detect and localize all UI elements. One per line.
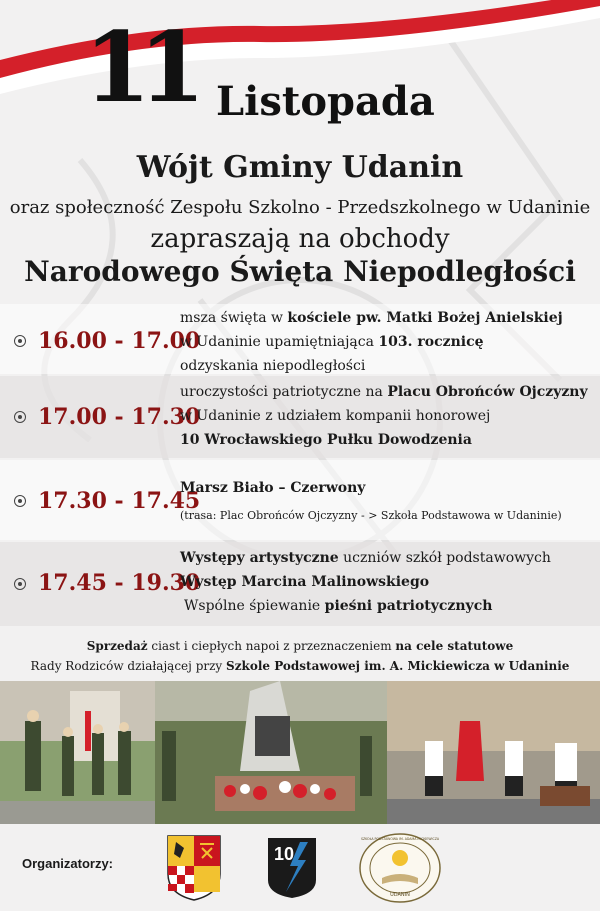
bullet-icon [14,495,26,507]
schedule-row [0,460,600,540]
schedule-description: Występy artystyczne uczniów szkół podstawowych Występ Marcina Malinowskiego Wspólne śpiewanie pieśni patriotycznych [180,550,551,614]
photo-strip [0,681,600,824]
schedule-description: uroczystości patriotyczne na Placu Obrońców Ojczyzny w Udaninie z udziałem kompanii honorowej 10 Wrocławskiego Pułku Dowodzenia [180,384,588,448]
school-seal-text: SZKOŁA PODSTAWOWA IM. ADAMA MICKIEWICZA [360,837,440,841]
schedule-description: msza święta w kościele pw. Matki Bożej Anielskiej w Udaninie upamiętniająca 103. rocznicę odzyskania niepodległości [180,310,563,374]
photo-students [387,681,600,824]
organizers-label: Organizatorzy: [22,856,114,871]
photo-monument [155,681,387,824]
schedule-row [0,376,600,458]
bullet-icon [14,411,26,423]
schedule-time: 16.00 - 17.00 [38,328,201,354]
school-seal-place: UDANIN [390,892,410,898]
subtitle: oraz społeczność Zespołu Szkolno - Przedszkolnego w Udaninie [9,197,591,218]
schedule-time: 17.30 - 17.45 [38,488,201,514]
event-title: Narodowego Święta Niepodległości [24,255,576,288]
schedule-time: 17.45 - 19.30 [38,570,201,596]
schedule-time: 17.00 - 17.30 [38,404,201,430]
schedule-row [0,542,600,626]
invite-line: zapraszają na obchody [150,224,450,254]
organizer-title: Wójt Gminy Udanin [136,150,464,185]
header [0,0,600,300]
school-seal-icon [358,832,442,904]
bullet-icon [14,578,26,590]
day-number: 11 [84,11,194,124]
gmina-coat-of-arms-icon [166,834,222,902]
schedule-description: Marsz Biało – Czerwony (trasa: Plac Obrońców Ojczyzny - > Szkoła Podstawowa w Udaninie) [180,480,562,522]
photo-soldiers [0,681,155,824]
regiment-number: 10 [274,844,295,864]
bullet-icon [14,335,26,347]
regiment-badge-icon [266,836,318,900]
sale-note: Sprzedaż ciast i ciepłych napoi z przeznaczeniem na cele statutowe Rady Rodziców działającej przy Szkole Podstawowej im. A. Mickiewicza w Udaninie [30,639,570,673]
month-title: Listopada [216,78,435,125]
schedule-row [0,304,600,374]
